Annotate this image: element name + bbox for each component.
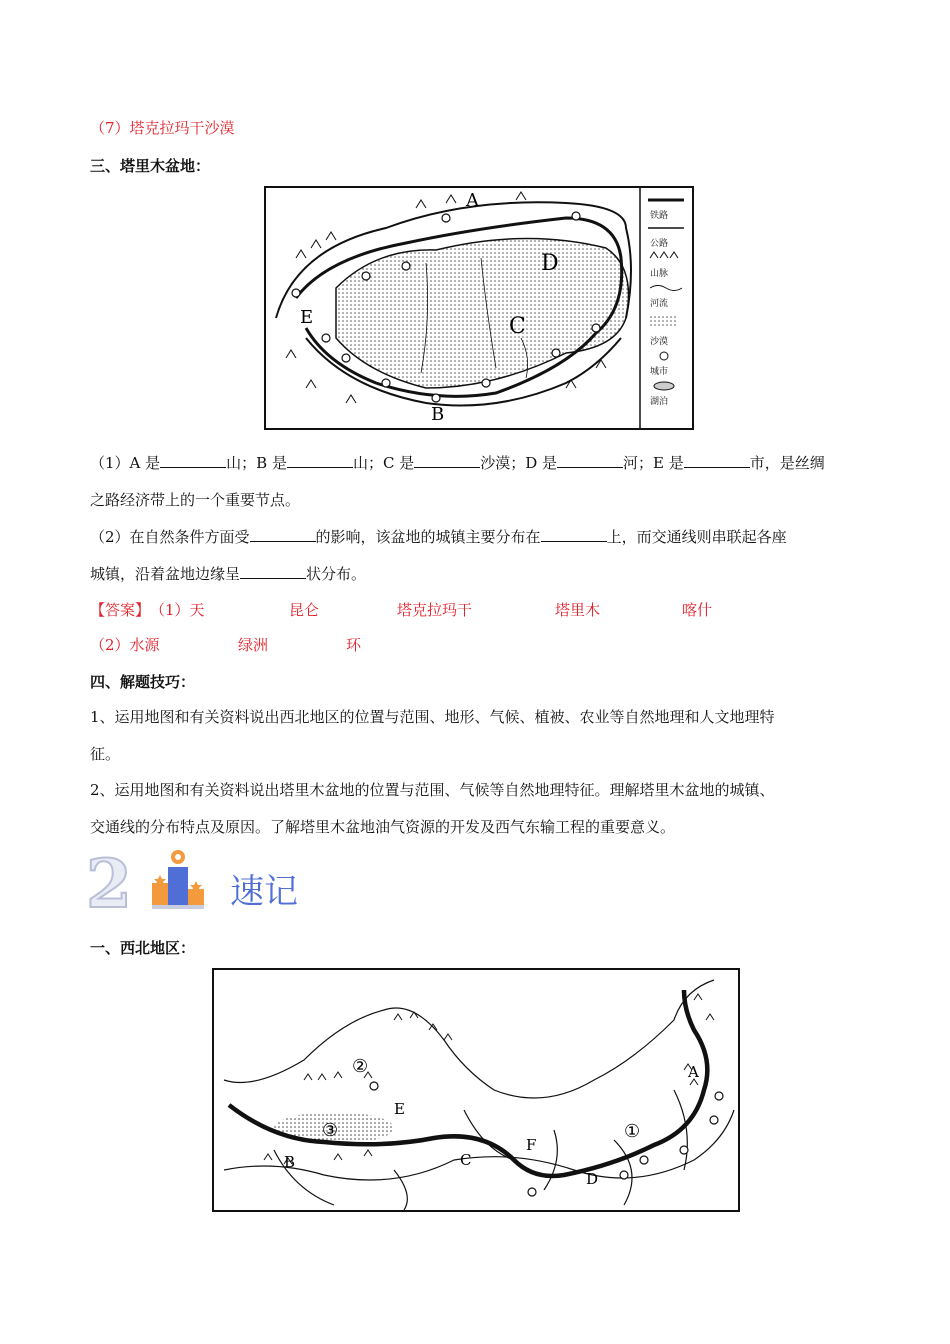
section-title-tips: 四、解题技巧： [90, 673, 196, 691]
section-banner [86, 845, 326, 915]
q1-part3: 山；C 是 [352, 454, 415, 472]
answer-1-4: 塔里木 [555, 601, 601, 619]
tip-2-line1: 2、运用地图和有关资料说出塔里木盆地的位置与范围、气候等自然地理特征。理解塔里木盆地的城镇、 [90, 781, 775, 799]
nw-label-2: ② [352, 1056, 369, 1077]
answer-blank[interactable] [160, 453, 226, 468]
answer-2-1: （2）水源 [90, 636, 160, 654]
railway-line [229, 990, 707, 1176]
desert-area [336, 238, 629, 388]
map-label-e: E [300, 307, 314, 328]
svg-text:湖泊: 湖泊 [650, 397, 669, 407]
answer-blank[interactable] [557, 453, 623, 468]
nw-label-b: B [284, 1153, 296, 1171]
northwest-map [212, 968, 740, 1212]
answer-2-2: 绿洲 [238, 636, 269, 654]
q2-cont1: 城镇，沿着盆地边缘呈 [90, 565, 241, 583]
answer-1-5: 喀什 [682, 601, 713, 619]
question-1-line2: 之路经济带上的一个重要节点。 [90, 491, 301, 509]
q1-part1: （1）A 是 [90, 454, 161, 472]
q1-part4: 沙漠；D 是 [480, 454, 557, 472]
podium-icon [152, 850, 204, 909]
q2-part1: （2）在自然条件方面受 [90, 528, 250, 546]
nw-label-3: ③ [322, 1120, 339, 1141]
question-2-line1 [90, 527, 787, 547]
nw-label-1: ① [624, 1121, 641, 1142]
q2-cont2: 状分布。 [306, 565, 367, 583]
answer-blank[interactable] [250, 527, 316, 542]
q1-part6: 市，是丝绸 [749, 454, 825, 472]
section-title-tarim: 三、塔里木盆地： [90, 157, 211, 175]
nw-label-d: D [586, 1170, 599, 1188]
answer-blank[interactable] [541, 527, 607, 542]
tip-2-line2: 交通线的分布特点及原因。了解塔里木盆地油气资源的开发及西气东输工程的重要意义。 [90, 818, 676, 836]
answer-blank[interactable] [684, 453, 750, 468]
tip-1-line1: 1、运用地图和有关资料说出西北地区的位置与范围、地形、气候、植被、农业等自然地理和人文地理特 [90, 708, 775, 726]
answer-blank[interactable] [240, 564, 306, 579]
section-title-northwest: 一、西北地区： [90, 939, 196, 957]
answer-blank[interactable] [287, 453, 353, 468]
map-label-c: C [509, 314, 526, 339]
banner-number-2: 2 [86, 845, 132, 915]
nw-label-c: C [460, 1151, 472, 1169]
tarim-basin-map [264, 186, 694, 430]
question-2-line2 [90, 564, 366, 584]
q2-part2: 的影响，该盆地的城镇主要分布在 [315, 528, 541, 546]
answer-1-1: （1）天 [150, 601, 205, 619]
svg-text:铁路: 铁路 [650, 211, 669, 221]
map-label-a: A [466, 190, 479, 211]
tip-1-line2: 征。 [90, 745, 121, 763]
answer-blank[interactable] [414, 453, 480, 468]
nw-label-e: E [394, 1100, 405, 1118]
svg-text:公路: 公路 [650, 239, 669, 249]
svg-text:河流: 河流 [650, 299, 669, 309]
map-label-b: B [431, 404, 445, 425]
item-7: （7）塔克拉玛干沙漠 [90, 119, 235, 137]
nw-label-f: F [526, 1136, 537, 1154]
question-1-line1 [90, 453, 825, 473]
nw-label-a: A [688, 1063, 699, 1081]
q1-part5: 河；E 是 [623, 454, 684, 472]
answer-2-3: 环 [346, 636, 362, 654]
svg-text:沙漠: 沙漠 [650, 337, 669, 347]
q2-part3: 上，而交通线则串联起各座 [606, 528, 787, 546]
q1-part2: 山；B 是 [226, 454, 287, 472]
map-label-d: D [541, 251, 559, 276]
banner-graphic [86, 845, 326, 915]
answer-1-3: 塔克拉玛干 [397, 601, 473, 619]
answer-1-2: 昆仑 [289, 601, 320, 619]
answer-tag: 【答案】 [90, 601, 151, 619]
banner-title: 速记 [230, 872, 298, 912]
svg-text:山脉: 山脉 [650, 269, 669, 279]
svg-text:城市: 城市 [650, 367, 669, 377]
